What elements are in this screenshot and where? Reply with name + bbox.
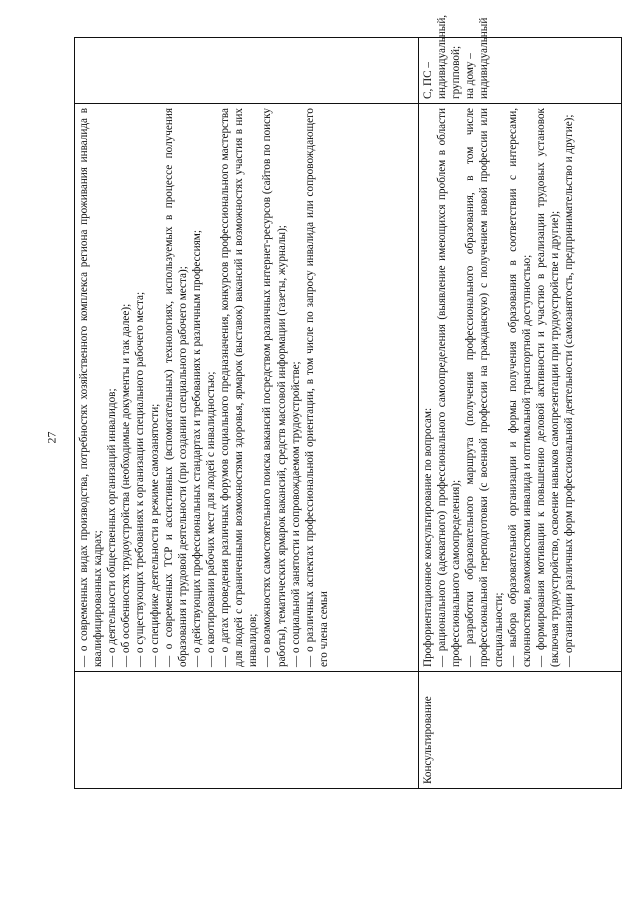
content-line: — о датах проведения различных форумов социального предназначения, конкурсов профессионального мастерства для людей с ограниченными возможностями здоровья, ярмарок (выставок) вакансий и возможностях участия в них инвалидов;: [219, 108, 260, 667]
content-line: — о действующих профессиональных стандартах и требованиях к различным профессиям;: [190, 230, 203, 667]
content-line: — о современных видах производства, потребностях хозяйственного комплекса региона проживания инвалида в квалифицированных кадрах;: [78, 108, 105, 667]
table-row: [419, 38, 622, 789]
form-cell: С, ПС – индивидуальный, групповой; на дому – индивидуальный: [419, 38, 622, 104]
content-line: — о различных аспектах профессиональной ориентации, в том числе по запросу инвалида или сопровождающего его члена семьи: [303, 108, 330, 667]
rotated-content: [74, 14, 622, 789]
table-row: [75, 38, 419, 789]
content-line: — о специфике деятельности в режиме самозанятости;: [148, 403, 161, 667]
content-line: — выбора образовательной организации и формы получения образования в соответствии с интересами, склонностями, возможностями инвалида и оптимальной транспортной доступностью;: [506, 108, 533, 667]
page-number: 27: [44, 431, 59, 444]
content-line: — о существующих требованиях к организации специального рабочего места;: [134, 291, 147, 667]
service-cell: Консультирование: [419, 672, 622, 789]
content-line: — о квотировании рабочих мест для людей с инвалидностью;: [204, 371, 217, 667]
content-line: — рационального (адекватного) профессионального самоопределения (выявление имеющихся проблем в области профессионального самоопределения);: [436, 108, 463, 667]
content-line: — формирования мотивации к повышению деловой активности и участию в реализации трудовых установок (включая трудоустройство, освоение навыков самопрезентации при трудоустройстве и другие);: [534, 108, 561, 667]
content-line: — организации различных форм профессиональной деятельности (самозанятость, предпринимательство и другие);: [563, 114, 576, 667]
content-line: — об особенностях трудоустройства (необходимые документы и так далее);: [120, 303, 133, 667]
content-line: — о деятельности общественных организаций инвалидов;: [106, 388, 119, 667]
services-table: [74, 14, 622, 789]
service-cell: [75, 672, 419, 789]
content-cell: [75, 104, 419, 672]
content-line: — о социальной занятости и сопровождаемом трудоустройстве;: [289, 361, 302, 667]
content-cell: [419, 104, 622, 672]
content-line: — о возможностях самостоятельного поиска вакансий посредством различных интернет-ресурсов (сайтов по поиску работы), тематических ярмарок вакансий, средств массовой информации (газеты, журналы);: [261, 108, 288, 667]
rotated-page: [74, 14, 622, 789]
content-line: — разработки образовательного маршрута (получения профессионального образования, в том числе профессиональной переподготовки (с военной профессии на гражданскую) с получением новой профессии или специальности;: [464, 108, 505, 667]
content-line: — о современных ТСР и ассистивных (вспомогательных) технологиях, используемых в процессе получения образования и трудовой деятельности (при создании специального рабочего места);: [162, 108, 189, 667]
content-line: Профориентационное консультирование по вопросам:: [422, 407, 434, 667]
form-cell: [75, 38, 419, 104]
